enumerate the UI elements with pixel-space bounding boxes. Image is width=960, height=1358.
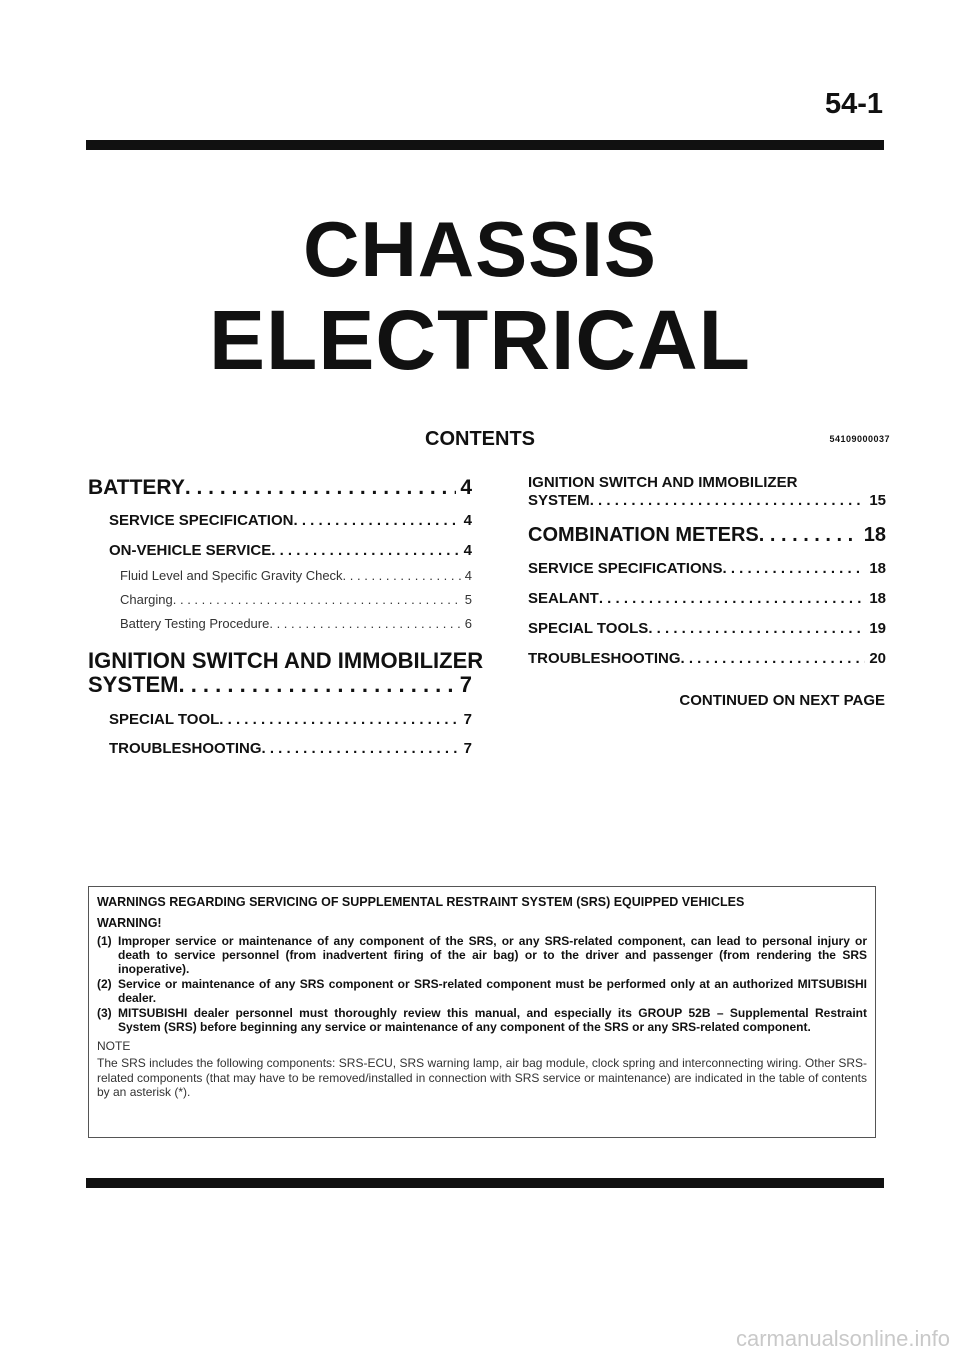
warning-item-number: (2) bbox=[97, 977, 112, 991]
toc-label-line-1: IGNITION SWITCH AND IMMOBILIZER bbox=[528, 474, 798, 491]
document-code: 54109000037 bbox=[829, 434, 890, 444]
toc-leader-dots bbox=[590, 492, 866, 510]
watermark-text: carmanualsonline.info bbox=[735, 1326, 950, 1351]
toc-entry-service-specifications[interactable] bbox=[528, 560, 886, 577]
toc-page: 7 bbox=[459, 672, 472, 697]
warning-subheading: WARNING! bbox=[97, 916, 162, 930]
toc-entry-troubleshooting[interactable] bbox=[88, 740, 472, 757]
warning-item-text: Improper service or maintenance of any component of the SRS, or any SRS-related component, can lead to personal injury or death to service personnel (from inadvertent firing of the air bag) or to the driver and passenger (from rendering the SRS inoperative). bbox=[118, 934, 867, 976]
toc-label-line-2-row bbox=[88, 673, 472, 697]
toc-label-line-2-row bbox=[528, 492, 886, 510]
bottom-rule bbox=[86, 1178, 884, 1188]
toc-label: TROUBLESHOOTING bbox=[528, 650, 681, 667]
warning-item bbox=[97, 934, 867, 976]
toc-page: 6 bbox=[464, 616, 472, 631]
toc-entry-sealant[interactable] bbox=[528, 590, 886, 607]
toc-page: 18 bbox=[869, 560, 886, 577]
toc-leader-dots bbox=[262, 740, 460, 757]
toc-page: 7 bbox=[463, 740, 472, 757]
toc-label: SEALANT bbox=[528, 590, 599, 607]
toc-entry-service-specification[interactable] bbox=[88, 512, 472, 529]
toc-leader-dots bbox=[759, 524, 860, 547]
warning-item bbox=[97, 977, 867, 1005]
warning-item-text: MITSUBISHI dealer personnel must thoroughly review this manual, and especially its GROUP 52B – Supplemental Restraint System (SRS) before beginning any service or maintenance of any component of the SRS or any SRS-related component. bbox=[118, 1006, 867, 1034]
toc-left-column bbox=[88, 476, 484, 757]
warning-item bbox=[97, 1006, 867, 1034]
note-text: The SRS includes the following components: SRS-ECU, SRS warning lamp, air bag module, clock spring and interconnecting wiring. Other SRS-related components (that may have to be removed/installed in connection with SRS service or maintenance) are indicated in the table of contents by an asterisk (*). bbox=[97, 1056, 867, 1099]
toc-entry-fluid-level[interactable] bbox=[88, 568, 472, 583]
toc-page: 4 bbox=[463, 542, 472, 559]
toc-entry-battery[interactable] bbox=[88, 476, 472, 500]
toc-label: SERVICE SPECIFICATION bbox=[109, 512, 294, 529]
toc-page: 15 bbox=[869, 492, 886, 509]
toc-entry-troubleshooting[interactable] bbox=[528, 650, 886, 667]
toc-leader-dots bbox=[219, 711, 459, 728]
toc-leader-dots bbox=[681, 650, 866, 667]
toc-leader-dots bbox=[185, 476, 456, 500]
toc-label-line-1: IGNITION SWITCH AND IMMOBILIZER bbox=[88, 648, 484, 673]
toc-label: Fluid Level and Specific Gravity Check bbox=[120, 568, 343, 583]
toc-label: SYSTEM bbox=[528, 492, 590, 509]
toc-label: SPECIAL TOOL bbox=[109, 711, 220, 728]
toc-page: 4 bbox=[460, 476, 472, 499]
contents-heading: CONTENTS bbox=[425, 428, 535, 450]
toc-entry-on-vehicle-service[interactable] bbox=[88, 542, 472, 559]
title-line-2: ELECTRICAL bbox=[209, 293, 751, 387]
toc-leader-dots bbox=[173, 592, 461, 607]
toc-label: ON-VEHICLE SERVICE bbox=[109, 542, 272, 559]
page-number: 54-1 bbox=[824, 88, 883, 120]
toc-entry-special-tool[interactable] bbox=[88, 711, 472, 728]
toc-label: SERVICE SPECIFICATIONS bbox=[528, 560, 723, 577]
toc-leader-dots bbox=[178, 673, 455, 697]
title-line-1: CHASSIS bbox=[303, 205, 657, 293]
toc-right-column bbox=[528, 474, 886, 667]
note-heading: NOTE bbox=[97, 1039, 131, 1053]
toc-leader-dots bbox=[648, 620, 865, 637]
toc-entry-special-tools[interactable] bbox=[528, 620, 886, 637]
toc-page: 5 bbox=[464, 592, 472, 607]
toc-page: 4 bbox=[463, 512, 472, 529]
toc-leader-dots bbox=[599, 590, 865, 607]
toc-label: Battery Testing Procedure bbox=[120, 616, 270, 631]
toc-label: COMBINATION METERS bbox=[528, 524, 759, 546]
toc-entry-charging[interactable] bbox=[88, 592, 472, 607]
toc-entry-ignition-switch[interactable] bbox=[88, 648, 484, 697]
toc-label: SYSTEM bbox=[88, 672, 179, 697]
toc-page: 18 bbox=[863, 524, 886, 546]
toc-entry-ignition-switch-system[interactable] bbox=[528, 474, 886, 510]
toc-label: BATTERY bbox=[88, 476, 185, 499]
toc-leader-dots bbox=[722, 560, 865, 577]
top-rule bbox=[86, 140, 884, 150]
toc-leader-dots bbox=[293, 512, 459, 529]
warning-heading: WARNINGS REGARDING SERVICING OF SUPPLEMENTAL RESTRAINT SYSTEM (SRS) EQUIPPED VEHICLES bbox=[97, 895, 745, 909]
toc-entry-battery-testing[interactable] bbox=[88, 616, 472, 631]
warning-item-number: (1) bbox=[97, 934, 112, 948]
toc-page: 4 bbox=[464, 568, 472, 583]
toc-label: SPECIAL TOOLS bbox=[528, 620, 649, 637]
srs-warning-box bbox=[88, 886, 876, 1138]
toc-page: 18 bbox=[869, 590, 886, 607]
toc-page: 19 bbox=[869, 620, 886, 637]
continued-note: CONTINUED ON NEXT PAGE bbox=[679, 692, 885, 709]
warning-item-number: (3) bbox=[97, 1006, 112, 1020]
toc-page: 20 bbox=[869, 650, 886, 667]
warning-item-text: Service or maintenance of any SRS component or SRS-related component must be performed only at an authorized MITSUBISHI dealer. bbox=[118, 977, 867, 1005]
toc-page: 7 bbox=[463, 711, 472, 728]
toc-label: Charging bbox=[120, 592, 173, 607]
toc-entry-combination-meters[interactable] bbox=[528, 524, 886, 547]
toc-leader-dots bbox=[343, 568, 461, 583]
toc-leader-dots bbox=[271, 542, 459, 559]
toc-leader-dots bbox=[269, 616, 460, 631]
toc-label: TROUBLESHOOTING bbox=[109, 740, 262, 757]
